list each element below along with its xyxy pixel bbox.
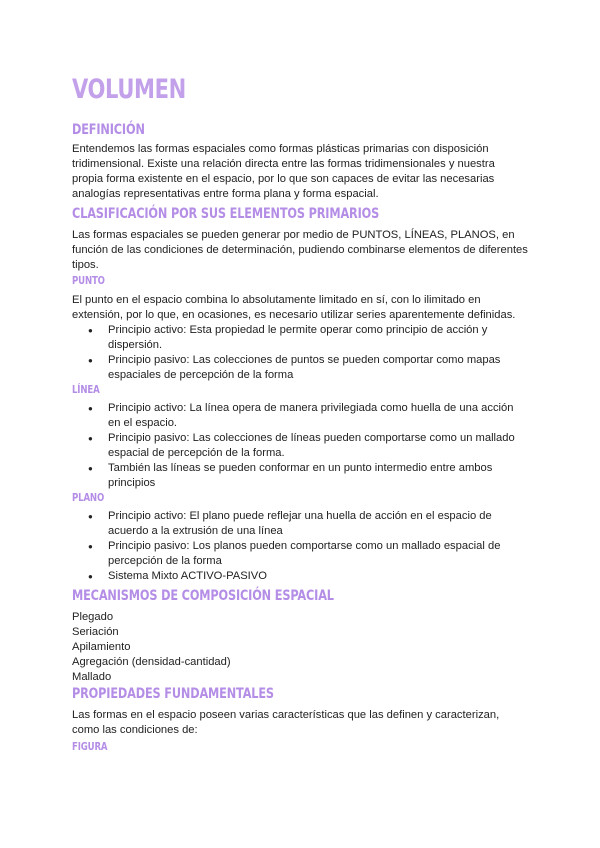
heading-plano: PLANO — [72, 491, 105, 504]
section-clasificacion — [72, 205, 528, 273]
heading-mecanismos: MECANISMOS DE COMPOSICIÓN ESPACIAL — [72, 588, 334, 604]
linea-list — [72, 401, 528, 491]
section-punto — [72, 274, 528, 383]
list-item: ● Principio activo: La línea opera de manera privilegiada como huella de una acción en el espacio. — [72, 401, 528, 431]
list-item: ● Principio pasivo: Las colecciones de puntos se pueden comportar como mapas espaciales de percepción de la forma — [72, 353, 528, 383]
section-propiedades — [72, 685, 528, 738]
plano-list — [72, 509, 528, 584]
section-plano — [72, 491, 528, 584]
section-linea — [72, 383, 528, 491]
section-mecanismos — [72, 587, 528, 685]
section-figura — [72, 740, 528, 754]
list-item: Plegado — [72, 611, 114, 623]
heading-figura: FIGURA — [72, 740, 108, 753]
list-item: ● Sistema Mixto ACTIVO-PASIVO — [72, 569, 528, 584]
heading-linea: LÍNEA — [72, 383, 100, 396]
list-item: Apilamiento — [72, 641, 131, 653]
propiedades-text: Las formas en el espacio poseen varias características que las definen y caracterizan, como las condiciones de: — [72, 709, 500, 736]
heading-clasificacion: CLASIFICACIÓN POR SUS ELEMENTOS PRIMARIOS — [72, 206, 380, 222]
punto-text: El punto en el espacio combina lo absolutamente limitado en sí, con lo ilimitado en extensión, por lo que, en ocasiones, es necesario utilizar series aparentemente definidas. — [72, 294, 516, 321]
mecanismos-list — [72, 610, 528, 685]
list-item: ● Principio pasivo: Las colecciones de líneas pueden comportarse como un mallado espacial de percepción de la forma. — [72, 431, 528, 461]
clasificacion-text: Las formas espaciales se pueden generar por medio de PUNTOS, LÍNEAS, PLANOS, en función de las condiciones de determinación, pudiendo combinarse elementos de diferentes tipos. — [72, 229, 528, 271]
heading-propiedades: PROPIEDADES FUNDAMENTALES — [72, 686, 274, 702]
list-item: ● Principio activo: Esta propiedad le permite operar como principio de acción y dispersión. — [72, 323, 528, 353]
list-item: ● También las líneas se pueden conformar en un punto intermedio entre ambos principios — [72, 461, 528, 491]
list-item: Seriación — [72, 626, 119, 638]
section-definicion — [72, 121, 528, 202]
punto-list — [72, 323, 528, 383]
heading-punto: PUNTO — [72, 274, 105, 287]
list-item: ● Principio activo: El plano puede reflejar una huella de acción en el espacio de acuerdo a la extrusión de una línea — [72, 509, 528, 539]
list-item: ● Principio pasivo: Los planos pueden comportarse como un mallado espacial de percepción de la forma — [72, 539, 528, 569]
heading-definicion: DEFINICIÓN — [72, 122, 145, 138]
list-item: Mallado — [72, 671, 112, 683]
list-item: Agregación (densidad-cantidad) — [72, 656, 231, 668]
page-title: VOLUMEN — [72, 74, 186, 105]
definicion-text: Entendemos las formas espaciales como formas plásticas primarias con disposición tridimensional. Existe una relación directa entre las formas tridimensionales y nuestra propia forma existente en el espacio, por lo que son capaces de evitar las necesarias analogías representativas entre forma plana y forma espacial. — [72, 143, 495, 200]
